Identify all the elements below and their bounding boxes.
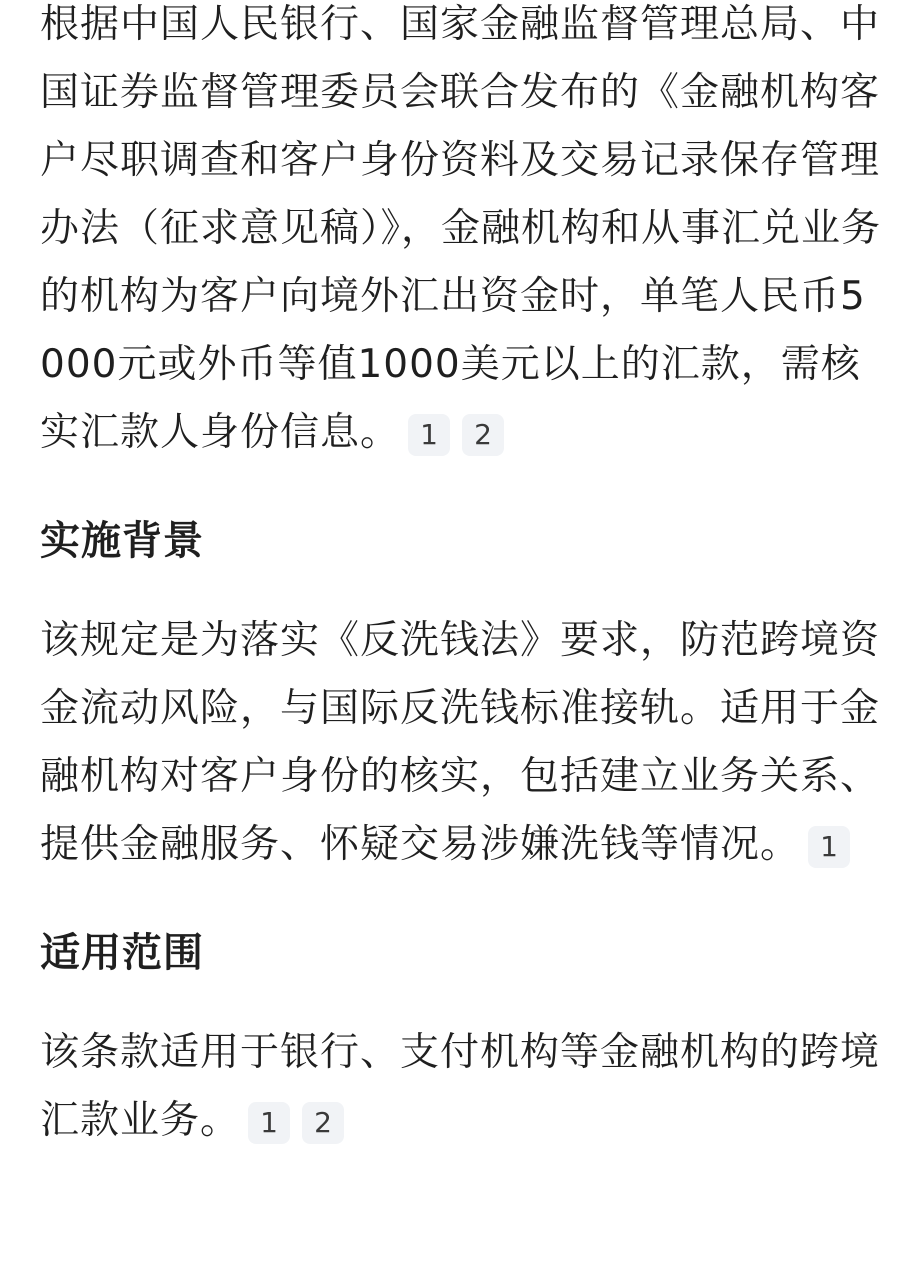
citation-link[interactable]: 2 [302, 1102, 344, 1144]
citation-link[interactable]: 2 [462, 414, 504, 456]
citation-link[interactable]: 1 [808, 826, 850, 868]
citation-link[interactable]: 1 [408, 414, 450, 456]
intro-text: 根据中国人民银行、国家金融监督管理总局、中国证券监督管理委员会联合发布的《金融机构客户尽职调查和客户身份资料及交易记录保存管理办法（征求意见稿）》，金融机构和从事汇兑业务的机构为客户向境外汇出资金时，单笔人民币5000元或外币等值1000美元以上的汇款，需核实汇款人身份信息。 [40, 2, 882, 455]
background-text: 该规定是为落实《反洗钱法》要求，防范跨境资金流动风险，与国际反洗钱标准接轨。适用于金融机构对客户身份的核实，包括建立业务关系、提供金融服务、怀疑交易涉嫌洗钱等情况。 [40, 618, 881, 867]
scope-paragraph [40, 1019, 881, 1155]
section-heading-background: 实施背景 [40, 518, 204, 564]
section-heading-scope: 适用范围 [40, 930, 204, 976]
intro-paragraph [40, 0, 881, 467]
scope-text: 该条款适用于银行、支付机构等金融机构的跨境汇款业务。 [40, 1030, 881, 1143]
background-paragraph [40, 607, 881, 879]
citation-link[interactable]: 1 [248, 1102, 290, 1144]
